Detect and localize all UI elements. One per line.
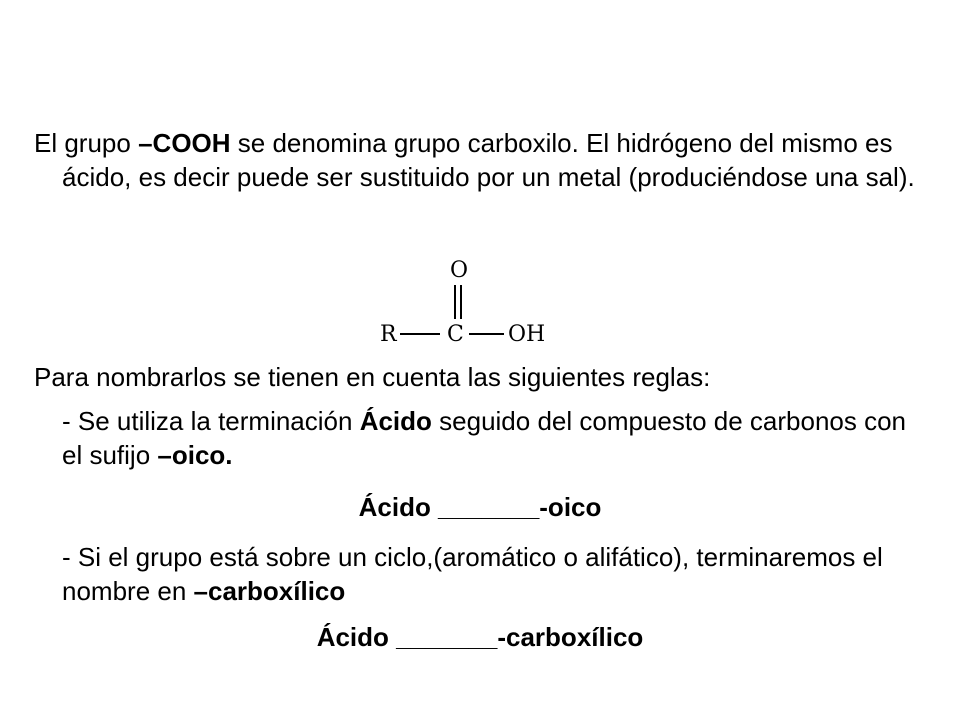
carboxyl-structure-diagram xyxy=(378,255,558,350)
formula-oico: Ácido _______-oico xyxy=(358,492,602,522)
intro-text-1: El grupo xyxy=(34,128,139,158)
rules-heading: Para nombrarlos se tienen en cuenta las siguientes reglas: xyxy=(34,362,711,392)
rule2-text-1: - Si el grupo está sobre un ciclo,(aromático o alifático), terminaremos el nombre en xyxy=(62,542,883,606)
rule2-carboxilico-bold: –carboxílico xyxy=(193,576,346,606)
structure-oh-label: OH xyxy=(508,322,546,347)
rule1-acido-bold: Ácido xyxy=(359,406,432,436)
structure-c-label: C xyxy=(447,322,464,347)
rule1-text-1: - Se utiliza la terminación xyxy=(62,406,360,436)
rule1-oico-bold: –oico. xyxy=(157,440,233,470)
intro-cooh-bold: –COOH xyxy=(138,128,231,158)
rule-1 xyxy=(62,404,914,472)
rule1-text-2: seguido del compuesto de carbonos con el sufijo xyxy=(62,406,907,470)
structure-r-label: R xyxy=(380,322,397,347)
formula-carboxilico: Ácido _______-carboxílico xyxy=(316,622,644,652)
intro-paragraph xyxy=(34,126,942,194)
rule-2 xyxy=(62,540,914,608)
structure-o-label: O xyxy=(450,258,469,283)
intro-text-2: se denomina grupo carboxilo. El hidrógeno del mismo es ácido, es decir puede ser sustituido por un metal (produciéndose una sal). xyxy=(62,128,915,192)
